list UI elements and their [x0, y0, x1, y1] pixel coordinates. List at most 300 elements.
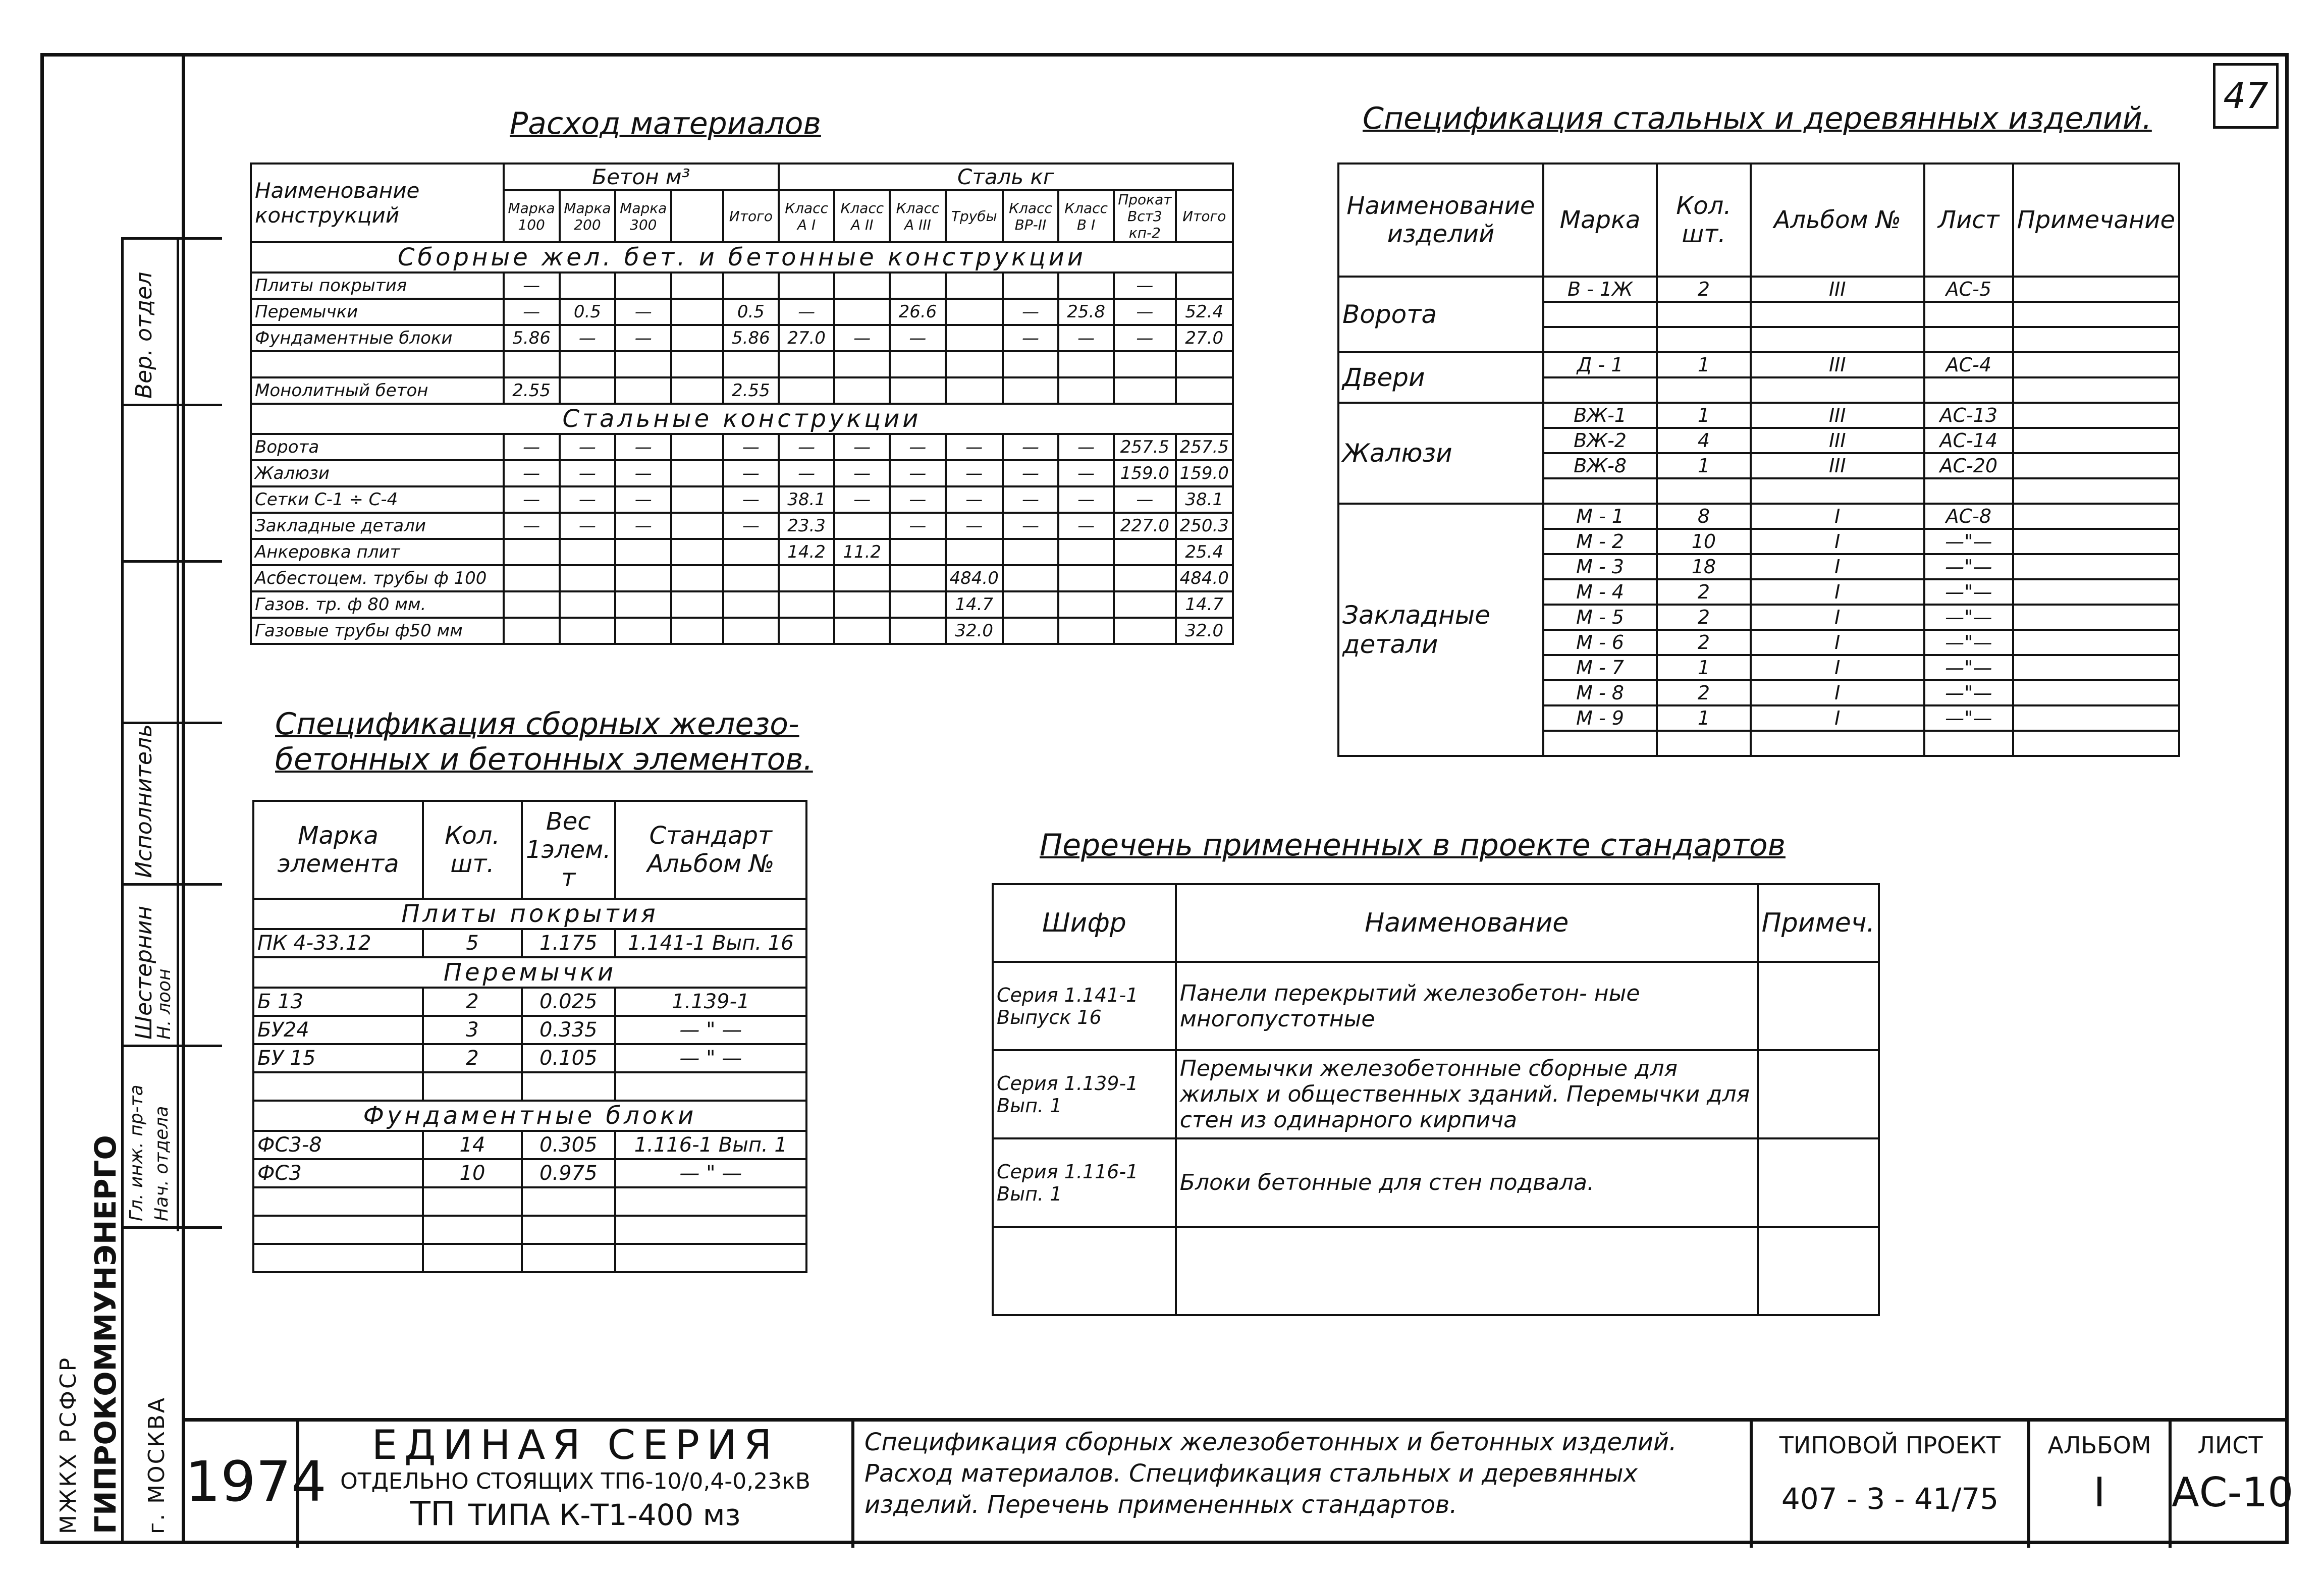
steel-spec-cell: I — [1751, 529, 1924, 554]
steel-spec-header-qty: Кол. шт. — [1657, 164, 1750, 277]
precast-cell: 1.175 — [522, 929, 615, 957]
table-row — [251, 460, 1233, 486]
materials-cell-steel: — — [890, 460, 945, 486]
materials-cell-concrete — [615, 565, 671, 591]
materials-cell-steel: 23.3 — [779, 513, 834, 539]
standards-code: Серия 1.139-1 Вып. 1 — [993, 1050, 1176, 1138]
sidebar-role-verifier: Вер. отдел — [131, 271, 157, 399]
materials-table — [250, 162, 1234, 645]
steel-spec-header-album: Альбом № — [1751, 164, 1924, 277]
steel-spec-header-name: Наименование изделий — [1338, 164, 1543, 277]
steel-spec-cell: —"— — [1924, 630, 2013, 655]
steel-spec-cell: I — [1751, 680, 1924, 705]
table-row — [253, 1244, 806, 1272]
materials-cell-concrete — [560, 618, 616, 644]
precast-section-title: Фундаментные блоки — [253, 1101, 806, 1131]
precast-cell: 2 — [423, 988, 522, 1016]
steel-spec-note-cell — [2013, 630, 2179, 655]
steel-spec-cell: —"— — [1924, 529, 2013, 554]
materials-cell-concrete — [671, 618, 723, 644]
materials-cell-concrete — [615, 273, 671, 299]
materials-cell-concrete: 5.86 — [504, 325, 560, 351]
steel-spec-cell: —"— — [1924, 579, 2013, 605]
precast-cell — [253, 1072, 423, 1101]
steel-spec-cell: АС-5 — [1924, 277, 2013, 302]
materials-cell-steel: — — [834, 434, 890, 460]
steel-spec-cell — [1657, 327, 1750, 352]
table-row — [253, 1216, 806, 1244]
standards-name: Блоки бетонные для стен подвала. — [1176, 1138, 1758, 1227]
table-row — [251, 351, 1233, 377]
steel-spec-cell: АС-13 — [1924, 403, 2013, 428]
steel-spec-cell: I — [1751, 630, 1924, 655]
materials-cell-steel: — — [946, 460, 1003, 486]
materials-cell-steel: — — [779, 299, 834, 325]
materials-cell-concrete: — — [723, 460, 779, 486]
steel-spec-cell: 2 — [1657, 680, 1750, 705]
standards-name: Панели перекрытий железобетон- ные многопустотные — [1176, 962, 1758, 1050]
steel-spec-cell: I — [1751, 705, 1924, 731]
title-series: ЕДИНАЯ СЕРИЯ — [371, 1422, 779, 1468]
materials-cell-steel: 52.4 — [1176, 299, 1233, 325]
steel-spec-note-cell — [2013, 453, 2179, 478]
steel-spec-note-cell — [2013, 478, 2179, 504]
materials-cell-steel — [890, 351, 945, 377]
steel-spec-cell — [1924, 731, 2013, 756]
steel-spec-cell — [1751, 478, 1924, 504]
table-row — [1338, 504, 2179, 529]
precast-rows — [253, 899, 806, 1272]
materials-cell-steel — [834, 351, 890, 377]
precast-cell — [522, 1216, 615, 1244]
materials-cell-steel: — — [1003, 460, 1058, 486]
steel-spec-cell: I — [1751, 579, 1924, 605]
materials-subheader-steel: Класс А I — [779, 190, 834, 242]
materials-cell-steel — [1003, 591, 1058, 618]
table-row — [251, 377, 1233, 404]
steel-spec-note-cell — [2013, 655, 2179, 680]
precast-cell: — " — — [615, 1044, 806, 1072]
table-row — [253, 1187, 806, 1216]
materials-cell-concrete: 0.5 — [560, 299, 616, 325]
precast-cell: 1.141-1 Вып. 16 — [615, 929, 806, 957]
table-row — [253, 1131, 806, 1159]
standards-name: Перемычки железобетонные сборные для жилых и общественных зданий. Перемычки для стен из одинарного кирпича — [1176, 1050, 1758, 1138]
precast-cell — [615, 1216, 806, 1244]
steel-spec-cell: М - 4 — [1543, 579, 1657, 605]
steel-spec-cell — [1751, 731, 1924, 756]
precast-cell — [615, 1187, 806, 1216]
materials-subheader-concrete: Марка 300 — [615, 190, 671, 242]
title-tp-type: ТИПА К-Т1-400 мз — [468, 1498, 741, 1532]
title-description: Спецификация сборных железобетонных и бетонных изделий. Расход материалов. Спецификация стальных и деревянных изделий. Перечень примененных стандартов. — [864, 1428, 1677, 1519]
steel-spec-cell: ВЖ-2 — [1543, 428, 1657, 453]
materials-cell-concrete — [504, 618, 560, 644]
materials-cell-concrete — [723, 273, 779, 299]
materials-cell-steel: 32.0 — [1176, 618, 1233, 644]
precast-cell — [253, 1244, 423, 1272]
materials-cell-steel — [1058, 591, 1114, 618]
materials-cell-steel: 257.5 — [1176, 434, 1233, 460]
precast-section-row — [253, 957, 806, 988]
materials-cell-steel: — — [1058, 486, 1114, 513]
materials-cell-steel — [779, 351, 834, 377]
materials-cell-steel — [1114, 539, 1175, 565]
steel-spec-cell: Д - 1 — [1543, 352, 1657, 377]
materials-cell-steel — [890, 565, 945, 591]
precast-cell: 0.335 — [522, 1016, 615, 1044]
steel-spec-cell: М - 8 — [1543, 680, 1657, 705]
materials-cell-steel — [1176, 351, 1233, 377]
materials-cell-concrete: — — [615, 299, 671, 325]
standards-code — [993, 1227, 1176, 1315]
materials-cell-concrete — [723, 539, 779, 565]
materials-cell-concrete — [615, 377, 671, 404]
steel-spec-cell: АС-4 — [1924, 352, 2013, 377]
materials-cell-concrete: 2.55 — [504, 377, 560, 404]
materials-cell-steel: — — [1003, 299, 1058, 325]
materials-cell-steel: 484.0 — [1176, 565, 1233, 591]
steel-spec-note-cell — [2013, 403, 2179, 428]
materials-cell-concrete — [615, 618, 671, 644]
precast-cell — [522, 1072, 615, 1101]
steel-spec-note-cell — [2013, 352, 2179, 377]
materials-cell-concrete — [560, 273, 616, 299]
materials-subheader-steel: Класс А III — [890, 190, 945, 242]
steel-spec-cell: М - 2 — [1543, 529, 1657, 554]
steel-spec-cell — [1751, 302, 1924, 327]
materials-cell-steel: — — [1114, 273, 1175, 299]
steel-spec-note-cell — [2013, 579, 2179, 605]
title-album-no: I — [2093, 1469, 2105, 1516]
sidebar-role-chief: Гл. инж. пр-та — [126, 1084, 147, 1221]
materials-cell-steel: — — [946, 486, 1003, 513]
materials-row-name: Ворота — [251, 434, 504, 460]
steel-spec-note-cell — [2013, 377, 2179, 403]
steel-spec-note-cell — [2013, 705, 2179, 731]
materials-cell-concrete — [671, 325, 723, 351]
materials-cell-concrete: — — [723, 434, 779, 460]
materials-rows-precast — [251, 273, 1233, 404]
materials-cell-steel — [1058, 377, 1114, 404]
steel-spec-cell: М - 3 — [1543, 554, 1657, 579]
sidebar-role-head: Нач. отдела — [151, 1106, 172, 1221]
precast-cell — [253, 1187, 423, 1216]
steel-spec-cell: М - 9 — [1543, 705, 1657, 731]
materials-cell-steel: — — [1003, 486, 1058, 513]
steel-spec-cell: —"— — [1924, 705, 2013, 731]
materials-cell-concrete — [560, 377, 616, 404]
steel-spec-cell: I — [1751, 605, 1924, 630]
sidebar-role-executor: Исполнитель — [131, 724, 157, 878]
table-row — [1338, 403, 2179, 428]
materials-cell-steel — [946, 299, 1003, 325]
precast-header-qty: Кол. шт. — [423, 801, 522, 899]
table-row — [253, 1016, 806, 1044]
steel-spec-note-cell — [2013, 428, 2179, 453]
materials-cell-steel: — — [834, 486, 890, 513]
materials-cell-steel — [1003, 351, 1058, 377]
materials-cell-steel: — — [1114, 299, 1175, 325]
steel-spec-cell: —"— — [1924, 605, 2013, 630]
precast-cell: 0.975 — [522, 1159, 615, 1187]
precast-section-title: Перемычки — [253, 957, 806, 988]
precast-cell — [423, 1072, 522, 1101]
materials-cell-steel — [946, 325, 1003, 351]
precast-cell — [423, 1216, 522, 1244]
materials-cell-steel: — — [1058, 513, 1114, 539]
table-row — [253, 929, 806, 957]
standards-title: Перечень примененных в проекте стандартов — [1040, 828, 1786, 863]
materials-cell-steel — [779, 591, 834, 618]
materials-row-name: Асбестоцем. трубы ф 100 — [251, 565, 504, 591]
materials-cell-steel: — — [1114, 486, 1175, 513]
steel-spec-cell — [1543, 302, 1657, 327]
precast-header-weight: Вес 1элем. т — [522, 801, 615, 899]
materials-cell-concrete: — — [615, 434, 671, 460]
materials-cell-steel: 14.7 — [946, 591, 1003, 618]
materials-cell-steel — [1058, 539, 1114, 565]
steel-spec-note-cell — [2013, 680, 2179, 705]
precast-cell: Б 13 — [253, 988, 423, 1016]
standards-header-code: Шифр — [993, 884, 1176, 962]
materials-cell-concrete: — — [504, 273, 560, 299]
materials-subheader-steel: Прокат Вст3 кп-2 — [1114, 190, 1175, 242]
materials-cell-steel — [834, 513, 890, 539]
steel-spec-header-mark: Марка — [1543, 164, 1657, 277]
precast-section-row — [253, 1101, 806, 1131]
materials-cell-steel — [946, 351, 1003, 377]
standards-header-name: Наименование — [1176, 884, 1758, 962]
sidebar-name-1: Шестернин — [131, 905, 157, 1040]
table-row — [251, 618, 1233, 644]
precast-cell: БУ24 — [253, 1016, 423, 1044]
materials-cell-concrete: 5.86 — [723, 325, 779, 351]
precast-title-line2: бетонных и бетонных элементов. — [275, 742, 813, 777]
materials-cell-concrete — [723, 618, 779, 644]
materials-cell-concrete — [615, 351, 671, 377]
steel-spec-cell: М - 6 — [1543, 630, 1657, 655]
page-number: 47 — [2213, 63, 2279, 129]
materials-cell-steel — [1058, 351, 1114, 377]
table-row — [253, 988, 806, 1016]
standards-note — [1758, 1138, 1879, 1227]
title-year-cell — [185, 1422, 327, 1548]
materials-cell-steel — [779, 377, 834, 404]
materials-cell-steel: — — [1058, 434, 1114, 460]
materials-row-name: Анкеровка плит — [251, 539, 504, 565]
materials-cell-steel: — — [890, 325, 945, 351]
materials-cell-steel — [1003, 565, 1058, 591]
materials-cell-steel — [1003, 539, 1058, 565]
precast-cell: 1.139-1 — [615, 988, 806, 1016]
steel-spec-cell: 2 — [1657, 277, 1750, 302]
precast-header-standard: Стандарт Альбом № — [615, 801, 806, 899]
standards-table — [992, 883, 1880, 1316]
materials-cell-steel: — — [1003, 325, 1058, 351]
materials-cell-concrete: 2.55 — [723, 377, 779, 404]
materials-subheader-concrete — [671, 190, 723, 242]
steel-spec-cell: I — [1751, 655, 1924, 680]
standards-header-note: Примеч. — [1758, 884, 1879, 962]
materials-cell-steel — [890, 273, 945, 299]
steel-spec-cell: 2 — [1657, 579, 1750, 605]
steel-spec-cell: М - 1 — [1543, 504, 1657, 529]
materials-row-name: Жалюзи — [251, 460, 504, 486]
precast-cell: 3 — [423, 1016, 522, 1044]
steel-spec-cell — [1657, 377, 1750, 403]
materials-cell-steel — [946, 377, 1003, 404]
steel-spec-table — [1337, 162, 2180, 757]
materials-cell-steel: — — [1003, 434, 1058, 460]
standards-note — [1758, 962, 1879, 1050]
materials-title: Расход материалов — [510, 106, 821, 141]
materials-cell-steel: — — [1003, 513, 1058, 539]
steel-spec-cell: III — [1751, 403, 1924, 428]
steel-spec-cell: 1 — [1657, 403, 1750, 428]
materials-cell-steel — [1114, 591, 1175, 618]
materials-cell-steel — [1114, 618, 1175, 644]
precast-cell: — " — — [615, 1016, 806, 1044]
precast-cell: 5 — [423, 929, 522, 957]
steel-spec-cell: —"— — [1924, 554, 2013, 579]
materials-cell-steel: 159.0 — [1114, 460, 1175, 486]
title-album-label: АЛЬБОМ — [2047, 1432, 2151, 1459]
steel-spec-group-name: Жалюзи — [1338, 403, 1543, 504]
title-sheet-no: АС-10 — [2172, 1469, 2294, 1516]
standards-note — [1758, 1050, 1879, 1138]
table-row — [251, 565, 1233, 591]
steel-spec-cell — [1751, 327, 1924, 352]
materials-cell-steel: 257.5 — [1114, 434, 1175, 460]
table-row — [251, 273, 1233, 299]
materials-cell-concrete: — — [723, 486, 779, 513]
precast-cell — [423, 1244, 522, 1272]
materials-cell-steel: 14.2 — [779, 539, 834, 565]
steel-spec-group-name: Двери — [1338, 352, 1543, 403]
materials-subheader-steel: Класс А II — [834, 190, 890, 242]
table-row — [251, 513, 1233, 539]
materials-subheader-concrete: Итого — [723, 190, 779, 242]
materials-cell-steel — [890, 618, 945, 644]
materials-cell-steel: 26.6 — [890, 299, 945, 325]
steel-spec-cell: АС-8 — [1924, 504, 2013, 529]
materials-cell-steel — [946, 273, 1003, 299]
materials-row-name: Газов. тр. ф 80 мм. — [251, 591, 504, 618]
materials-cell-concrete — [671, 486, 723, 513]
materials-row-name: Плиты покрытия — [251, 273, 504, 299]
materials-cell-steel: 227.0 — [1114, 513, 1175, 539]
steel-spec-note-cell — [2013, 277, 2179, 302]
materials-cell-concrete — [671, 377, 723, 404]
precast-cell — [615, 1072, 806, 1101]
sidebar-name-2: Н. лоон — [154, 968, 175, 1040]
materials-cell-concrete: — — [615, 486, 671, 513]
table-row — [251, 299, 1233, 325]
steel-spec-cell: 2 — [1657, 605, 1750, 630]
steel-spec-cell — [1543, 478, 1657, 504]
precast-title-line1: Спецификация сборных железо- — [275, 706, 799, 742]
materials-cell-steel: 25.4 — [1176, 539, 1233, 565]
materials-cell-concrete: 0.5 — [723, 299, 779, 325]
materials-cell-steel: 25.8 — [1058, 299, 1114, 325]
materials-cell-concrete — [671, 299, 723, 325]
materials-rows-steel — [251, 434, 1233, 644]
materials-cell-steel — [1003, 618, 1058, 644]
precast-cell: 10 — [423, 1159, 522, 1187]
precast-cell: 14 — [423, 1131, 522, 1159]
materials-cell-steel: 38.1 — [1176, 486, 1233, 513]
materials-cell-steel: — — [779, 460, 834, 486]
materials-cell-concrete — [671, 351, 723, 377]
table-row — [251, 486, 1233, 513]
materials-cell-steel — [1058, 273, 1114, 299]
materials-subheader-steel: Итого — [1176, 190, 1233, 242]
materials-cell-concrete: — — [504, 460, 560, 486]
materials-cell-concrete — [671, 591, 723, 618]
materials-cell-steel — [779, 618, 834, 644]
materials-cell-steel: — — [946, 434, 1003, 460]
materials-cell-steel: 250.3 — [1176, 513, 1233, 539]
materials-cell-steel: 159.0 — [1176, 460, 1233, 486]
materials-cell-steel — [834, 591, 890, 618]
materials-cell-steel — [1114, 351, 1175, 377]
table-row — [251, 325, 1233, 351]
steel-spec-cell: III — [1751, 428, 1924, 453]
steel-spec-cell: 2 — [1657, 630, 1750, 655]
materials-cell-concrete — [560, 539, 616, 565]
title-tp-label: ТП — [410, 1494, 456, 1533]
materials-cell-steel — [834, 618, 890, 644]
table-row — [251, 539, 1233, 565]
materials-section-steel: Стальные конструкции — [251, 404, 1233, 434]
steel-spec-cell: I — [1751, 504, 1924, 529]
approval-sidebar — [40, 237, 185, 1544]
materials-cell-steel: — — [946, 513, 1003, 539]
materials-row-name: Перемычки — [251, 299, 504, 325]
materials-cell-concrete — [615, 591, 671, 618]
materials-cell-concrete — [671, 273, 723, 299]
materials-cell-steel: — — [834, 460, 890, 486]
materials-subheader-steel: Трубы — [946, 190, 1003, 242]
precast-cell — [423, 1187, 522, 1216]
materials-cell-concrete: — — [560, 460, 616, 486]
materials-cell-steel — [890, 539, 945, 565]
steel-spec-cell: III — [1751, 277, 1924, 302]
steel-spec-cell: III — [1751, 453, 1924, 478]
materials-cell-concrete — [560, 565, 616, 591]
sidebar-org-ministry: МЖКХ РСФСР — [56, 1355, 81, 1534]
steel-spec-note-cell — [2013, 504, 2179, 529]
title-series-sub: ОТДЕЛЬНО СТОЯЩИХ ТП6-10/0,4-0,23кВ — [340, 1468, 810, 1494]
precast-cell: 0.025 — [522, 988, 615, 1016]
materials-cell-steel: 38.1 — [779, 486, 834, 513]
materials-cell-concrete: — — [615, 460, 671, 486]
materials-cell-steel — [779, 273, 834, 299]
steel-spec-note-cell — [2013, 327, 2179, 352]
table-row — [993, 962, 1879, 1050]
steel-spec-cell — [1924, 302, 2013, 327]
materials-cell-steel — [834, 377, 890, 404]
materials-subheader-concrete: Марка 200 — [560, 190, 616, 242]
materials-cell-concrete — [671, 434, 723, 460]
materials-cell-steel — [890, 591, 945, 618]
materials-cell-concrete: — — [560, 513, 616, 539]
materials-cell-concrete — [504, 591, 560, 618]
steel-spec-cell: АС-14 — [1924, 428, 2013, 453]
materials-cell-concrete: — — [504, 513, 560, 539]
table-row — [993, 1227, 1879, 1315]
